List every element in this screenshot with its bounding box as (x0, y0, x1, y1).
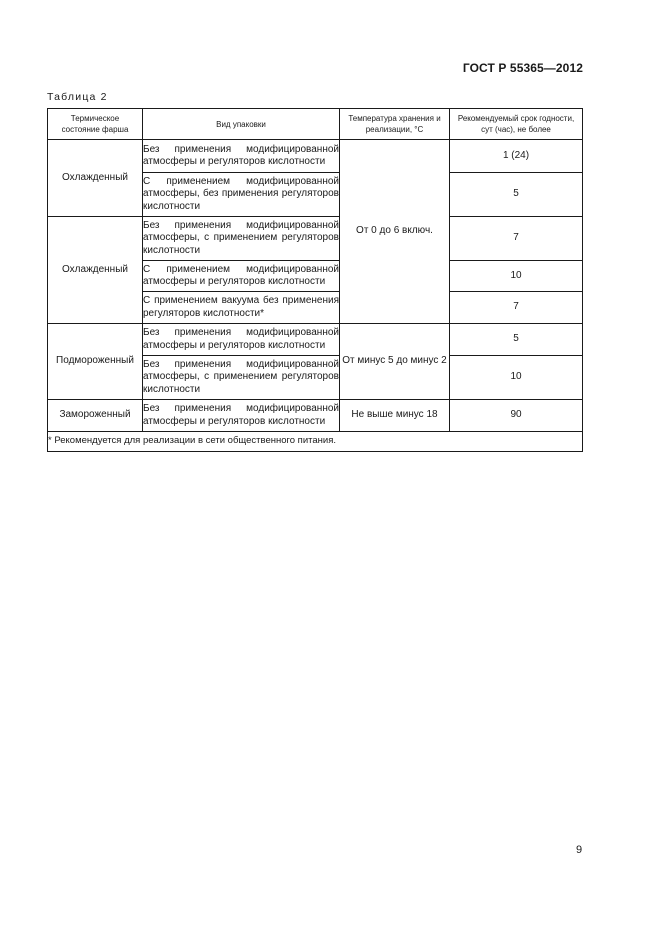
packaging-cell: Без применения модифицированной атмосферы и регуляторов кислотности (143, 140, 340, 173)
temperature-cell: Не выше минус 18 (340, 400, 450, 432)
column-header-state: Термическое состояние фарша (48, 109, 143, 140)
column-header-packaging: Вид упаковки (143, 109, 340, 140)
storage-table (47, 108, 583, 452)
packaging-cell: С применением вакуума без применения регуляторов кислотности* (143, 292, 340, 324)
table-caption: Таблица 2 (47, 91, 108, 103)
state-cell: Замороженный (48, 400, 143, 432)
footnote-row (48, 432, 583, 452)
column-header-shelf-life: Рекомендуемый срок годности, сут (час), не более (450, 109, 583, 140)
shelf-life-cell: 5 (450, 173, 583, 217)
state-cell: Охлажденный (48, 140, 143, 217)
document-number: ГОСТ Р 55365—2012 (462, 61, 583, 75)
table-row (48, 324, 583, 356)
table-header-row (48, 109, 583, 140)
shelf-life-cell: 10 (450, 261, 583, 292)
shelf-life-cell: 1 (24) (450, 140, 583, 173)
table-row (48, 217, 583, 261)
packaging-cell: С применением модифицированной атмосферы, без применения регуляторов кислотности (143, 173, 340, 217)
packaging-cell: Без применения модифицированной атмосферы и регуляторов кислотности (143, 400, 340, 432)
packaging-cell: Без применения модифицированной атмосферы, с применением регуляторов кислотности (143, 356, 340, 400)
state-cell: Подмороженный (48, 324, 143, 400)
shelf-life-cell: 90 (450, 400, 583, 432)
temperature-cell: От минус 5 до минус 2 (340, 324, 450, 400)
table-footnote: * Рекомендуется для реализации в сети общественного питания. (48, 432, 583, 452)
temperature-cell: От 0 до 6 включ. (340, 140, 450, 324)
table-row (48, 400, 583, 432)
shelf-life-cell: 5 (450, 324, 583, 356)
table-row (48, 140, 583, 173)
packaging-cell: Без применения модифицированной атмосферы, с применением регуляторов кислотности (143, 217, 340, 261)
state-cell: Охлажденный (48, 217, 143, 324)
page-number: 9 (576, 844, 583, 856)
shelf-life-cell: 10 (450, 356, 583, 400)
shelf-life-cell: 7 (450, 217, 583, 261)
packaging-cell: Без применения модифицированной атмосферы и регуляторов кислотности (143, 324, 340, 356)
column-header-temperature: Температура хранения и реализации, °С (340, 109, 450, 140)
packaging-cell: С применением модифицированной атмосферы и регуляторов кислотности (143, 261, 340, 292)
shelf-life-cell: 7 (450, 292, 583, 324)
